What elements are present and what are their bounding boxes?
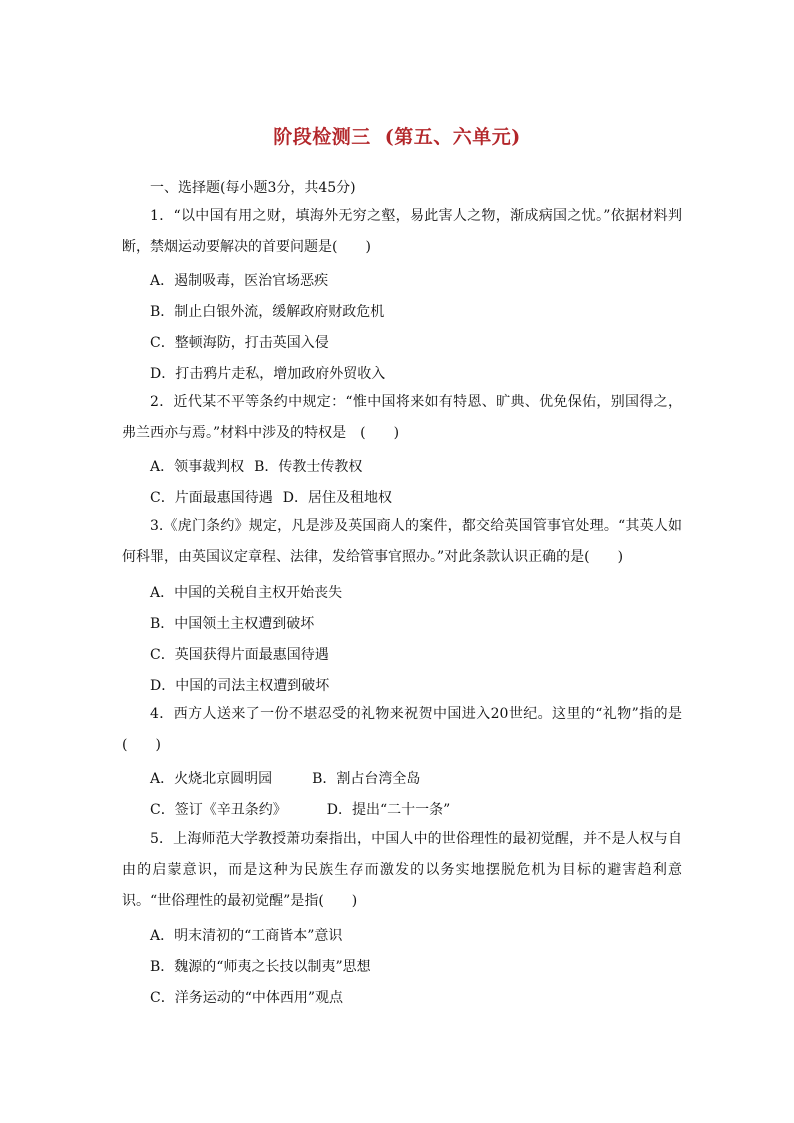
q2-options-row-1	[150, 457, 362, 477]
q3-option-d: D．中国的司法主权遭到破坏	[150, 678, 330, 694]
q3-option-a: A．中国的关税自主权开始丧失	[150, 585, 343, 601]
question-3-stem: 3.《虎门条约》规定，凡是涉及英国商人的案件，都交给英国管事官处理。“其英人如何科罪，由英国议定章程、法律，发给管事官照办。”对此条款认识正确的是( )	[122, 518, 682, 565]
question-2-stem: 2．近代某不平等条约中规定：“惟中国将来如有特恩、旷典、优免保佑，别国得之，弗兰西亦与焉。”材料中涉及的特权是 ( )	[122, 394, 682, 441]
q4-option-a: A．火烧北京圆明园	[150, 771, 273, 787]
q2-options-row-2	[150, 488, 392, 508]
question-5-stem: 5．上海师范大学教授萧功秦指出，中国人中的世俗理性的最初觉醒，并不是人权与自由的启蒙意识，而是这种为民族生存而激发的以务实地摆脱危机为目标的避害趋利意识。“世俗理性的最初觉醒”是指( )	[122, 831, 682, 909]
q1-option-b: B．制止白银外流，缓解政府财政危机	[150, 304, 385, 320]
title-main: 阶段检测三	[273, 126, 371, 148]
q1-option-a: A．遏制吸毒，医治官场恶疾	[150, 273, 329, 289]
q5-option-c: C．洋务运动的“中体西用”观点	[150, 990, 344, 1006]
q5-option-b: B．魏源的“师夷之长技以制夷”思想	[150, 959, 371, 975]
q4-option-b: B．割占台湾全岛	[312, 771, 421, 787]
q2-option-c: C．片面最惠国待遇	[150, 490, 273, 506]
q3-option-b: B．中国领土主权遭到破坏	[150, 616, 315, 632]
question-4-stem: 4．西方人送来了一份不堪忍受的礼物来祝贺中国进入20世纪。这里的“礼物”指的是( )	[122, 706, 682, 753]
q3-option-c: C．英国获得片面最惠国待遇	[150, 647, 329, 663]
q1-option-c: C．整顿海防，打击英国入侵	[150, 335, 329, 351]
q2-option-b: B．传教士传教权	[254, 459, 363, 475]
q4-option-c: C．签订《辛丑条约》	[150, 802, 287, 818]
q2-option-a: A．领事裁判权	[150, 459, 245, 475]
q4-option-d: D．提出“二十一条”	[326, 802, 451, 818]
q2-option-d: D．居住及租地权	[282, 490, 392, 506]
q5-option-a: A．明末清初的“工商皆本”意识	[150, 928, 343, 944]
q4-options-row-2	[150, 800, 450, 820]
question-1-stem: 1．“以中国有用之财，填海外无穷之壑，易此害人之物，渐成病国之忧。”依据材料判断，禁烟运动要解决的首要问题是( )	[122, 208, 682, 255]
section-heading: 一、选择题(每小题3分，共45分)	[150, 180, 356, 196]
q1-option-d: D．打击鸦片走私，增加政府外贸收入	[150, 366, 386, 382]
page-title	[0, 122, 794, 149]
q4-options-row-1	[150, 769, 420, 789]
title-sub: (第五、六单元)	[384, 126, 521, 148]
